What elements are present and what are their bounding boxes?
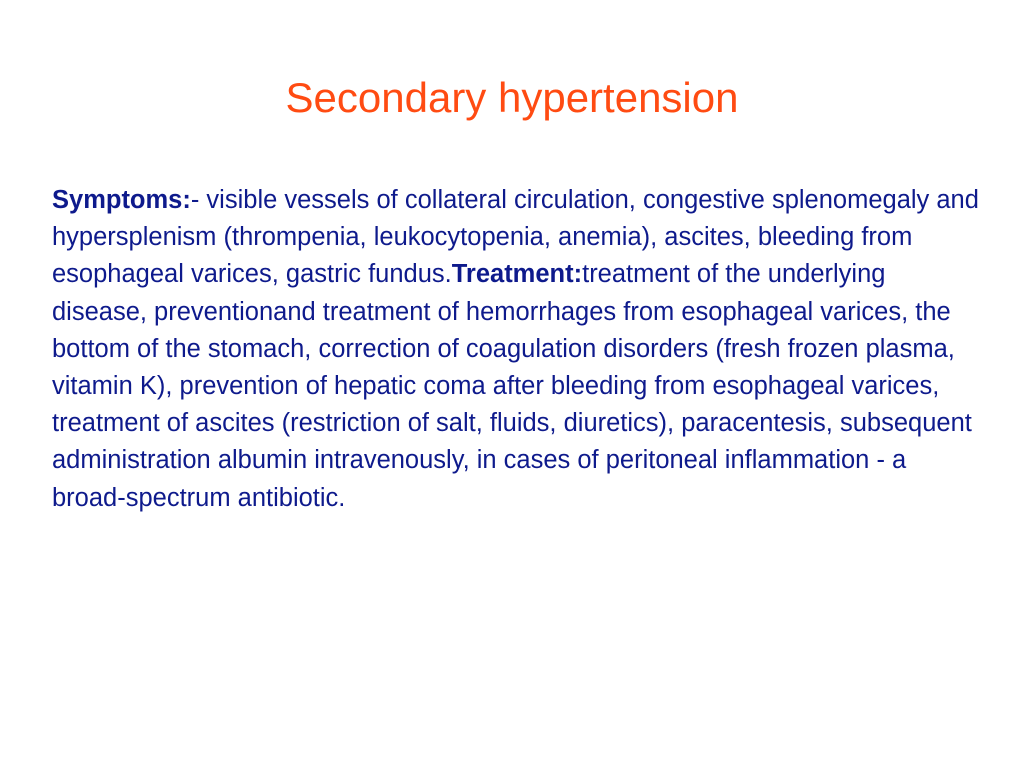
symptoms-text: - visible vessels of collateral circulation, congestive splenomegaly and hypersplenism (thrompenia, leukocytopenia, anemia), ascites, bleeding from esophageal varices, gastric fundus.	[52, 186, 979, 289]
symptoms-label: Symptoms:	[52, 186, 191, 214]
slide-body-paragraph	[52, 182, 982, 517]
slide-title: Secondary hypertension	[285, 74, 739, 121]
treatment-text: treatment of the underlying disease, preventionand treatment of hemorrhages from esophageal varices, the bottom of the stomach, correction of coagulation disorders (fresh frozen plasma, vitamin K), prevention of hepatic coma after bleeding from esophageal varices, treatment of ascites (restriction of salt, fluids, diuretics), paracentesis, subsequent administration albumin intravenously, in cases of peritoneal inflammation - a broad-spectrum antibiotic.	[52, 260, 972, 512]
treatment-label: Treatment:	[451, 260, 583, 289]
